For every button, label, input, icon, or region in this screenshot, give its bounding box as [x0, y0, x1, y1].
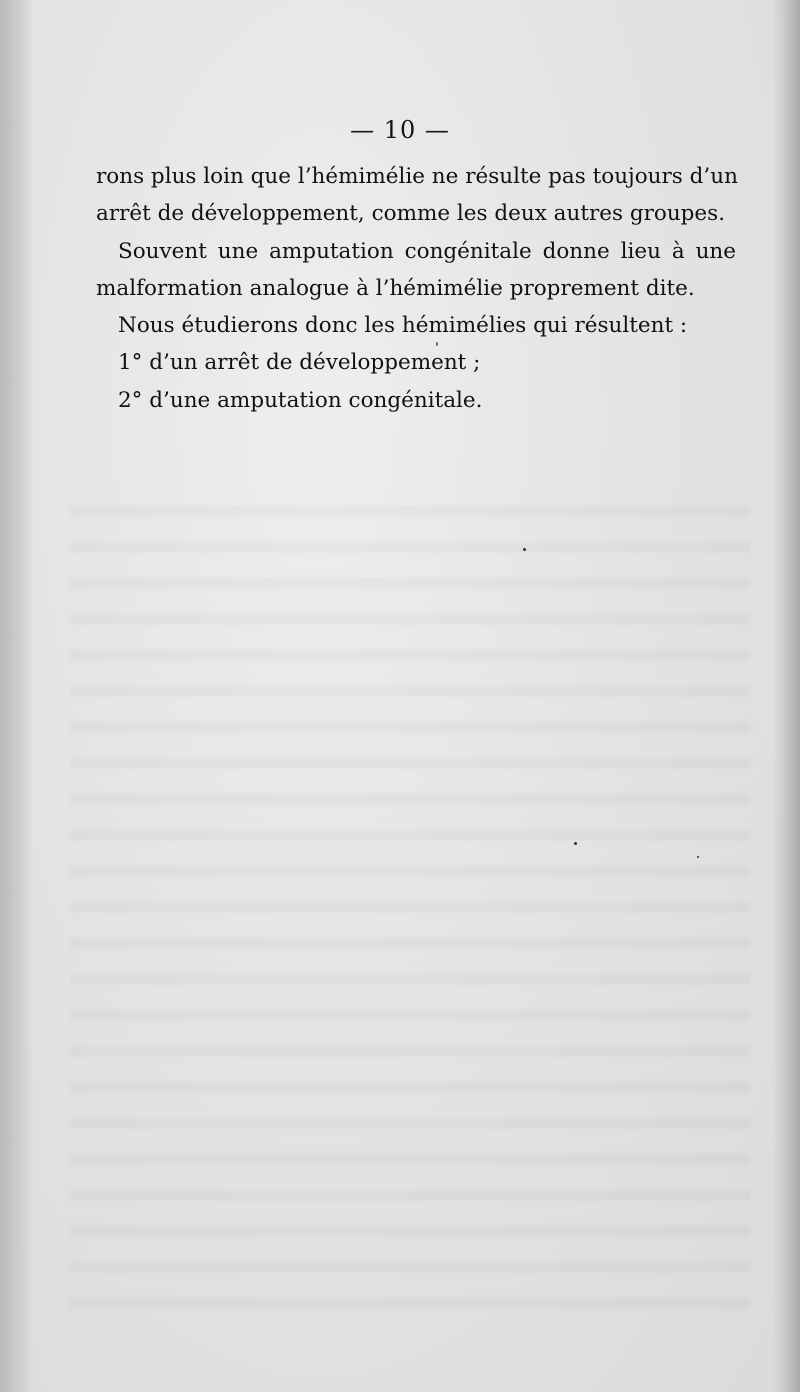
show-through-text [70, 480, 750, 1320]
text-line: rons plus loin que l’hémimélie ne résulte pas toujours d’un [96, 164, 738, 189]
text-line: arrêt de développement, comme les deux autres groupes. [96, 201, 726, 227]
ink-speck [436, 342, 438, 346]
binding-shadow [0, 0, 34, 1392]
list-item: 2° d’une amputation congénitale. [118, 387, 483, 413]
body-text [96, 158, 736, 419]
ink-speck [697, 856, 699, 858]
ink-speck [523, 548, 526, 551]
text-line: malformation analogue à l’hémimélie proprement dite. [96, 275, 695, 301]
list-item: 1° d’un arrêt de développement ; [118, 350, 481, 376]
ink-speck [574, 842, 577, 845]
text-line: Nous étudierons donc les hémimélies qui résultent : [118, 313, 688, 339]
page-number: — 10 — [350, 116, 450, 144]
page-edge [772, 0, 800, 1392]
text-line: Souvent une amputation congénitale donne lieu à une [118, 238, 736, 264]
